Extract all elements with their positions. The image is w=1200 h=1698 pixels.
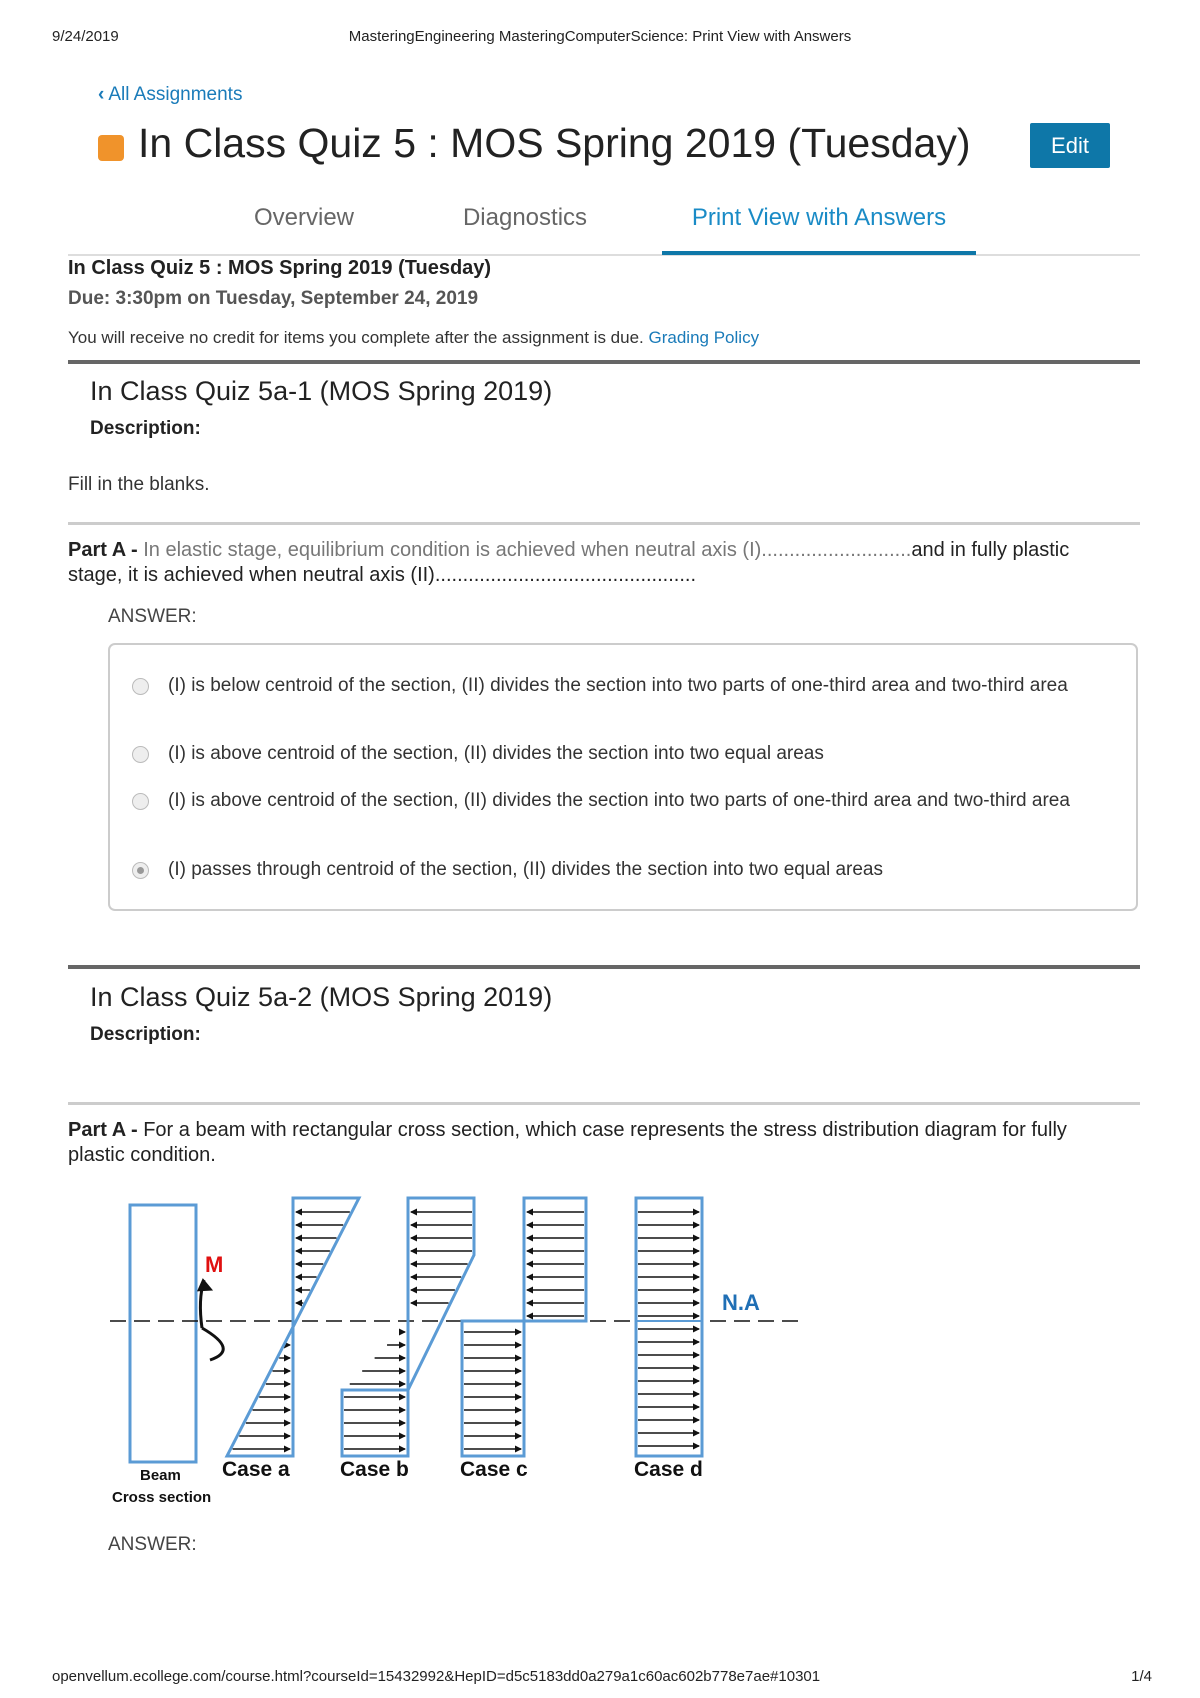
question-2-description-label: Description: [90, 1024, 201, 1045]
assignment-name: In Class Quiz 5 : MOS Spring 2019 (Tuesday) [68, 257, 492, 279]
moment-label: M [205, 1252, 224, 1277]
question-2-answer-label: ANSWER: [108, 1534, 197, 1555]
beam-label: Beam [140, 1467, 181, 1484]
radio-button[interactable] [132, 746, 149, 763]
page-number: 1/4 [1131, 1668, 1152, 1685]
all-assignments-link[interactable] [98, 84, 242, 106]
part-a-label: Part A [68, 1119, 126, 1141]
part-divider [68, 522, 1140, 525]
tab-diagnostics[interactable]: Diagnostics [462, 204, 588, 231]
part-a-rest-text: and in fully plastic stage, it is achieved when neutral axis (II)............................................... [68, 539, 1070, 586]
case-a-outline [227, 1198, 359, 1456]
answer-option-2[interactable] [132, 742, 1082, 765]
case-d-label: Case d [634, 1458, 703, 1481]
option-text: (I) passes through centroid of the section, (II) divides the section into two equal areas [168, 859, 883, 880]
part-a-text: For a beam with rectangular cross section, which case represents the stress distribution diagram for fully plastic condition. [68, 1119, 1067, 1166]
part-a-label: Part A [68, 539, 126, 561]
grading-policy-link[interactable]: Grading Policy [648, 328, 760, 347]
section-divider [68, 965, 1140, 969]
case-a-label: Case a [222, 1458, 290, 1481]
section-divider [68, 360, 1140, 364]
answer-option-1[interactable] [132, 674, 1082, 697]
option-text: (I) is above centroid of the section, (II) divides the section into two parts of one-third area and two-third area [168, 790, 1070, 811]
credit-note [68, 328, 759, 348]
answer-option-3[interactable] [132, 789, 1082, 812]
beam-cross-section [130, 1205, 196, 1462]
credit-note-text: You will receive no credit for items you complete after the assignment is due. [68, 328, 644, 347]
edit-button[interactable]: Edit [1030, 123, 1110, 168]
question-1-answer-label: ANSWER: [108, 606, 197, 627]
tabs-divider [68, 254, 1140, 256]
case-b-label: Case b [340, 1458, 409, 1481]
page-title: In Class Quiz 5 : MOS Spring 2019 (Tuesday) [138, 120, 971, 166]
case-d-outline [636, 1198, 702, 1456]
case-c-label: Case c [460, 1458, 528, 1481]
part-divider [68, 1102, 1140, 1105]
question-2-title: In Class Quiz 5a-2 (MOS Spring 2019) [90, 982, 553, 1012]
stress-distribution-figure [100, 1190, 820, 1520]
part-a-grey-text: In elastic stage, equilibrium condition is achieved when neutral axis (I)........................... [143, 539, 912, 561]
option-text: (I) is above centroid of the section, (II) divides the section into two equal areas [168, 743, 824, 764]
case-b-outline [342, 1198, 474, 1456]
print-date: 9/24/2019 [52, 28, 119, 45]
chevron-left-icon: ‹ [98, 84, 105, 105]
question-1-title: In Class Quiz 5a-1 (MOS Spring 2019) [90, 376, 553, 406]
tab-print-view-with-answers[interactable]: Print View with Answers [691, 204, 947, 231]
radio-button[interactable] [132, 793, 149, 810]
question-1-description: Fill in the blanks. [68, 474, 210, 495]
question-1-part-a: Part A - In elastic stage, equilibrium condition is achieved when neutral axis (I)...........................and in fully plastic stage, it is achieved when neutral axis (II)............................................... [68, 539, 1070, 586]
all-assignments-label: All Assignments [108, 84, 243, 105]
due-date: Due: 3:30pm on Tuesday, September 24, 2019 [68, 288, 479, 309]
cross-section-label: Cross section [112, 1489, 212, 1506]
radio-button[interactable] [132, 678, 149, 695]
stress-arrows [233, 1212, 699, 1449]
question-2-part-a: Part A - For a beam with rectangular cross section, which case represents the stress distribution diagram for fully plastic condition. [68, 1119, 1067, 1166]
neutral-axis-label: N.A [722, 1290, 760, 1315]
active-tab-indicator [662, 251, 976, 255]
moment-arrow [202, 1328, 223, 1360]
footer-url: openvellum.ecollege.com/course.html?courseId=15432992&HepID=d5c5183dd0a279a1c60ac602b778e7ae#10301 [52, 1668, 821, 1685]
status-square-icon [98, 135, 124, 161]
answer-option-4[interactable] [132, 858, 1082, 881]
radio-button-selected[interactable] [132, 862, 149, 879]
question-1-description-label: Description: [90, 418, 201, 439]
option-text: (I) is below centroid of the section, (II) divides the section into two parts of one-third area and two-third area [168, 675, 1068, 696]
tab-overview[interactable]: Overview [253, 204, 355, 231]
print-header-title: MasteringEngineering MasteringComputerScience: Print View with Answers [348, 28, 852, 45]
